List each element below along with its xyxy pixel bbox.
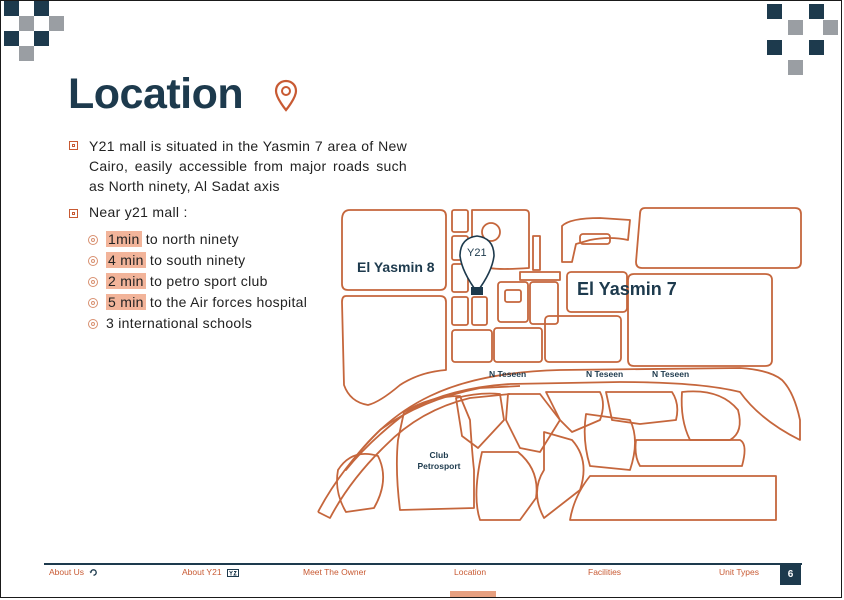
nav-link-meet-the-owner[interactable]: Meet The Owner xyxy=(303,567,367,577)
yasmin-7-label: El Yasmin 7 xyxy=(577,279,677,299)
item-text: to north ninety xyxy=(141,231,239,247)
nav-label: About Y21 xyxy=(182,567,222,577)
nav-link-location[interactable]: Location xyxy=(454,567,487,577)
list-item xyxy=(88,292,307,313)
time-highlight: 2 min xyxy=(108,273,144,289)
near-heading: Near y21 mall : xyxy=(89,204,188,220)
target-icon xyxy=(88,256,98,266)
list-item xyxy=(88,250,307,271)
y21-marker-label: Y21 xyxy=(467,247,487,259)
time-highlight: 5 min xyxy=(108,294,144,310)
target-icon xyxy=(88,319,98,329)
club-petrosport-label xyxy=(409,450,469,472)
refresh-icon xyxy=(89,568,98,577)
time-highlight: 1min xyxy=(108,231,140,247)
list-item xyxy=(88,313,307,334)
street-label-n-teseen: N Teseen xyxy=(586,369,624,379)
street-label-n-teseen: N Teseen xyxy=(489,369,527,379)
nav-link-unit-types[interactable]: Unit Types xyxy=(719,567,760,577)
street-label-n-teseen: N Teseen xyxy=(652,369,690,379)
nav-label: About Us xyxy=(49,567,84,577)
bullet-icon xyxy=(69,209,78,218)
nav-link-about-y21[interactable] xyxy=(182,567,239,577)
nav-active-indicator xyxy=(450,591,496,597)
nav-link-about-us[interactable] xyxy=(49,567,98,577)
list-item xyxy=(88,229,307,250)
location-map xyxy=(312,204,807,526)
y21-marker-icon xyxy=(460,236,494,295)
target-icon xyxy=(88,235,98,245)
target-icon xyxy=(88,277,98,287)
item-text: to petro sport club xyxy=(145,273,268,289)
page-title: Location xyxy=(68,70,244,118)
nearby-list xyxy=(88,229,307,334)
item-text: to the Air forces hospital xyxy=(145,294,308,310)
y21-logo-icon xyxy=(227,569,239,577)
nav-link-facilities[interactable]: Facilities xyxy=(588,567,622,577)
yasmin-8-label: El Yasmin 8 xyxy=(357,259,435,275)
bullet-icon xyxy=(69,141,78,150)
intro-paragraph: Y21 mall is situated in the Yasmin 7 area of New Cairo, easily accessible from major roads such as North ninety, Al Sadat axis xyxy=(89,138,407,194)
time-highlight: 4 min xyxy=(108,252,144,268)
item-text: to south ninety xyxy=(145,252,246,268)
item-text: 3 international schools xyxy=(106,315,253,331)
location-pin-icon xyxy=(274,79,298,113)
club-line-2: Petrosport xyxy=(417,461,461,471)
list-item xyxy=(88,271,307,292)
target-icon xyxy=(88,298,98,308)
footer-divider xyxy=(44,563,802,565)
page-number: 6 xyxy=(780,564,801,585)
club-line-1: Club xyxy=(429,450,449,460)
